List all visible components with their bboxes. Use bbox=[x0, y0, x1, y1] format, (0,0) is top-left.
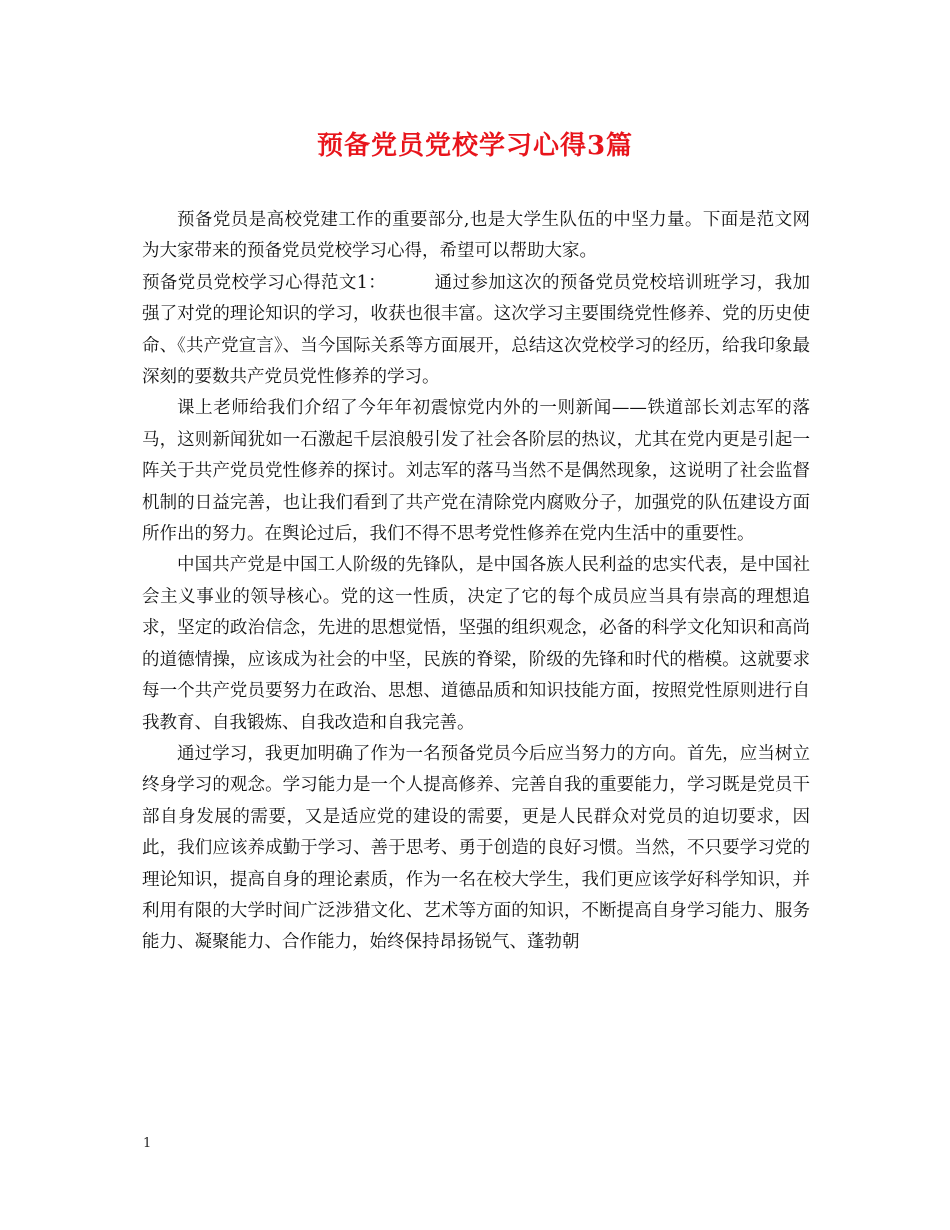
section-paragraph bbox=[142, 268, 810, 394]
document-title: 预备党员党校学习心得3篇 bbox=[316, 131, 634, 161]
body-paragraph-2: 课上老师给我们介绍了今年年初震惊党内外的一则新闻——铁道部长刘志军的落马，这则新闻犹如一石激起千层浪般引发了社会各阶层的热议，尤其在党内更是引起一阵关于共产党员党性修养的探讨。刘志军的落马当然不是偶然现象，这说明了社会监督机制的日益完善，也让我们看到了共产党在清除党内腐败分子，加强党的队伍建设方面所作出的努力。在舆论过后，我们不得不思考党性修养在党内生活中的重要性。 bbox=[142, 398, 810, 545]
document-body bbox=[142, 205, 810, 959]
page-number: 1 bbox=[143, 1136, 152, 1151]
body-paragraph-3: 中国共产党是中国工人阶级的先锋队，是中国各族人民利益的忠实代表，是中国社会主义事业的领导核心。党的这一性质，决定了它的每个成员应当具有崇高的理想追求，坚定的政治信念，先进的思想觉悟，坚强的组织观念，必备的科学文化知识和高尚的道德情操，应该成为社会的中坚，民族的脊梁，阶级的先锋和时代的楷模。这就要求每一个共产党员要努力在政治、思想、道德品质和知识技能方面，按照党性原则进行自我教育、自我锻炼、自我改造和自我完善。 bbox=[142, 555, 810, 733]
section-first-text: 通过参加这次的预备党员党校培训班学习，我加强了对党的理论知识的学习，收获也很丰富。这次学习主要围绕党性修养、党的历史使命、《共产党宣言》、当今国际关系等方面展开，总结这次党校学习的经历，给我印象最深刻的要数共产党员党性修养的学习。 bbox=[142, 272, 811, 388]
section-label: 预备党员党校学习心得范文1： bbox=[142, 272, 387, 293]
intro-paragraph: 预备党员是高校党建工作的重要部分,也是大学生队伍的中坚力量。下面是范文网为大家带来的预备党员党校学习心得，希望可以帮助大家。 bbox=[142, 210, 810, 262]
body-paragraph-4: 通过学习，我更加明确了作为一名预备党员今后应当努力的方向。首先，应当树立终身学习的观念。学习能力是一个人提高修养、完善自我的重要能力，学习既是党员干部自身发展的需要，又是适应党的建设的需要，更是人民群众对党员的迫切要求，因此，我们应该养成勤于学习、善于思考、勇于创造的良好习惯。当然，不只要学习党的理论知识，提高自身的理论素质，作为一名在校大学生，我们更应该学好科学知识，并利用有限的大学时间广泛涉猎文化、艺术等方面的知识，不断提高自身学习能力、服务能力、凝聚能力、合作能力，始终保持昂扬锐气、蓬勃朝 bbox=[142, 743, 810, 953]
